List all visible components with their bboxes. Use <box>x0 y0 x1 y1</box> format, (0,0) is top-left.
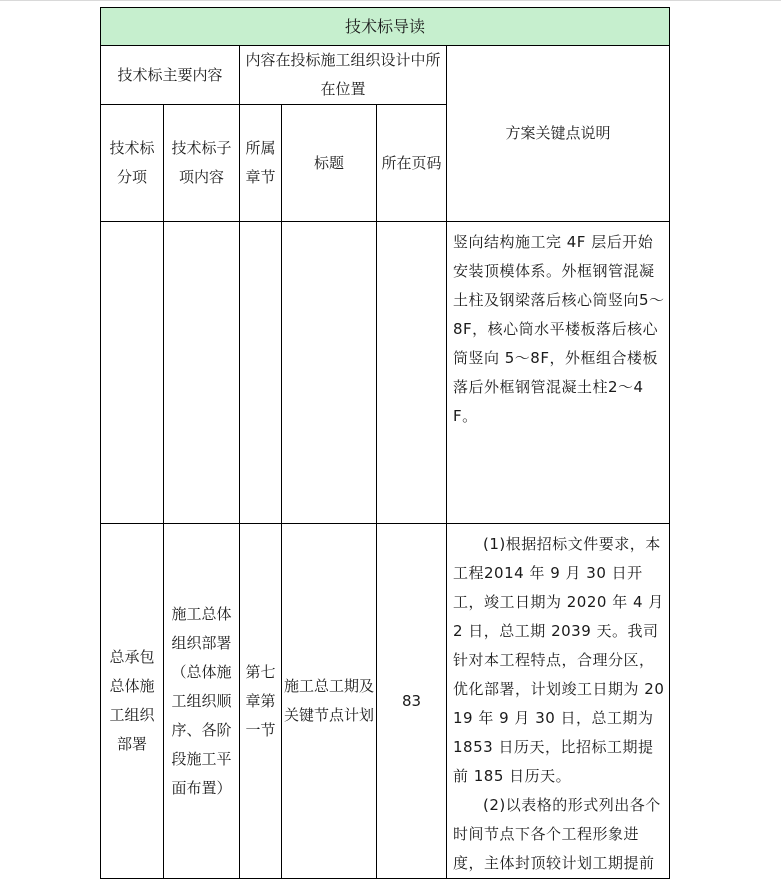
header-main-content: 技术标主要内容 <box>101 46 240 105</box>
row2-key-points-para2: (2)以表格的形式列出各个时间节点下各个工程形象进度，主体封顶较计划工期提前 <box>453 796 661 872</box>
table-title: 技术标导读 <box>101 8 670 46</box>
row1-page <box>377 222 447 524</box>
row1-heading <box>282 222 377 524</box>
header-key-points: 方案关键点说明 <box>447 46 670 222</box>
row1-key-points: 竖向结构施工完 4F 层后开始安装顶模体系。外框钢管混凝土柱及钢梁落后核心筒竖向5～8F，核心筒水平楼板落后核心筒竖向 5～8F，外框组合楼板落后外框钢管混凝土柱2～4F。 <box>447 222 670 524</box>
row2-page: 83 <box>377 524 447 879</box>
header-sub-content: 技术标子项内容 <box>164 105 240 222</box>
row2-heading: 施工总工期及关键节点计划 <box>282 524 377 879</box>
page-top-border <box>0 0 781 3</box>
row2-key-points <box>447 524 670 879</box>
row2-chapter: 第七章第一节 <box>240 524 282 879</box>
header-location: 内容在投标施工组织设计中所在位置 <box>240 46 447 105</box>
row1-chapter <box>240 222 282 524</box>
row2-sub-content: 施工总体组织部署（总体施工组织顺序、各阶段施工平面布置） <box>164 524 240 879</box>
header-page-number: 所在页码 <box>377 105 447 222</box>
tech-bid-guide-table <box>100 7 670 879</box>
row2-category: 总承包总体施工组织部署 <box>101 524 164 879</box>
row2-key-points-para1: (1)根据招标文件要求，本工程2014 年 9 月 30 日开工，竣工日期为 2020 年 4 月 2 日，总工期 2039 天。我司针对本工程特点，合理分区，优化部署，计划竣工日期为 2019 年 9 月 30 日，总工期为 1853 日历天，比招标工期提前 185 日历天。 <box>453 535 665 785</box>
header-heading: 标题 <box>282 105 377 222</box>
row1-sub-content <box>164 222 240 524</box>
row1-category <box>101 222 164 524</box>
header-category: 技术标分项 <box>101 105 164 222</box>
header-chapter: 所属章节 <box>240 105 282 222</box>
